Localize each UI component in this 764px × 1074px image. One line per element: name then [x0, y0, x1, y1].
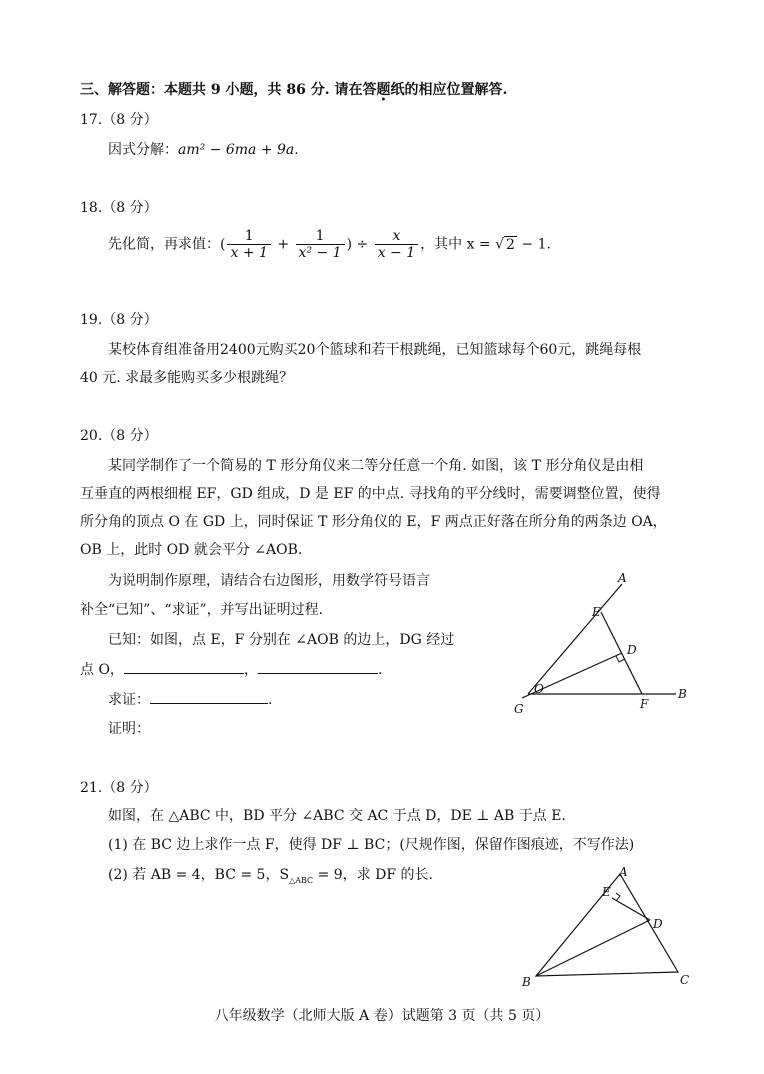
- q20-proof-label: 证明：: [108, 721, 150, 737]
- section-title-after: 的相应位置解答.: [404, 82, 508, 98]
- label-d: D: [627, 643, 637, 657]
- q21-l3-pre: (2) 若 AB = 4，BC = 5，S: [108, 867, 290, 883]
- q21-line-3: [108, 865, 433, 885]
- q19-line-1: 某校体育组准备用2400元购买20个篮球和若干根跳绳，已知篮球每个60元，跳绳每根: [108, 342, 642, 358]
- q18-plus: +: [277, 236, 290, 253]
- q18-f1-numerator: 1: [227, 228, 270, 245]
- label-c: C: [680, 973, 690, 987]
- q20-prove-end: .: [268, 692, 273, 708]
- q21-line-1: 如图，在 △ABC 中，BD 平分 ∠ABC 交 AC 于点 D，DE ⊥ AB 于点 E.: [108, 808, 566, 824]
- q20-p2-line-1: 为说明制作原理，请结合右边图形，用数学符号语言: [108, 573, 430, 589]
- q18-divide: ) ÷: [346, 236, 369, 253]
- q21-line-2: (1) 在 BC 边上求作一点 F，使得 DF ⊥ BC；(尺规作图，保留作图痕迹，不写作法): [108, 837, 635, 853]
- q20-number: 20.（8 分）: [80, 428, 158, 444]
- segment-de: [612, 898, 650, 920]
- q20-known-prefix: 点 O，: [80, 662, 124, 678]
- q21-l3-post: = 9，求 DF 的长.: [313, 867, 433, 883]
- label-a: A: [619, 865, 628, 879]
- q17-expression: am² − 6ma + 9a.: [178, 142, 299, 158]
- label-g: G: [514, 702, 524, 716]
- q20-p2-line-2: 补全“已知”、“求证”，并写出证明过程.: [80, 602, 324, 618]
- q20-figure: [500, 570, 700, 720]
- q18-fraction-2: [296, 228, 345, 261]
- q20-known-end: .: [377, 662, 383, 678]
- q19-number: 19.（8 分）: [80, 312, 158, 328]
- q18-f1-denominator: x + 1: [230, 245, 268, 261]
- q17-text: 因式分解：: [108, 142, 178, 158]
- label-d: D: [653, 917, 663, 931]
- q21-number: 21.（8 分）: [80, 780, 158, 796]
- q18-number: 18.（8 分）: [80, 200, 158, 216]
- section-title-emphasis: 答题纸: [362, 82, 405, 98]
- q18-f3-denominator: x − 1: [377, 245, 416, 261]
- ray-oa: [528, 584, 622, 694]
- q21-l3-sub: △ABC: [289, 875, 314, 885]
- q18-sqrt-value: 2: [506, 236, 515, 253]
- q18-f2-denominator: x² − 1: [298, 245, 342, 261]
- q18-fraction-1: [227, 228, 270, 261]
- q20-known-blank-1[interactable]: [124, 659, 244, 674]
- q18-f2-numerator: 1: [296, 228, 345, 245]
- q18-f3-numerator: x: [375, 228, 418, 245]
- label-a: A: [618, 571, 627, 585]
- q20-p1-line-3: 所分角的顶点 O 在 GD 上，同时保证 T 形分角仪的 E，F 两点正好落在所分角的两条边 OA，: [80, 514, 667, 530]
- q17-number: 17.（8 分）: [80, 112, 158, 128]
- q20-known-line-1: 已知：如图，点 E，F 分别在 ∠AOB 的边上，DG 经过: [108, 632, 455, 648]
- q20-prove-line: [108, 689, 272, 710]
- label-f: F: [640, 697, 649, 711]
- q18-fraction-3: [375, 228, 418, 261]
- right-angle-mark-e: [616, 893, 620, 901]
- section-title: [80, 80, 507, 100]
- q20-known-line-2: [80, 659, 382, 680]
- label-e: E: [602, 885, 611, 899]
- q17-body: [108, 140, 299, 160]
- sqrt-icon: √: [495, 236, 505, 253]
- label-e: E: [592, 605, 601, 619]
- q20-known-blank-2[interactable]: [258, 659, 378, 674]
- label-o: O: [534, 682, 544, 696]
- q20-p1-line-2: 互垂直的两根细棍 EF，GD 组成，D 是 EF 的中点. 寻找角的平分线时，需要调整位置，使得: [80, 486, 661, 502]
- page-footer: 八年级数学（北师大版 A 卷）试题第 3 页（共 5 页）: [214, 1008, 550, 1024]
- q20-prove-label: 求证：: [108, 692, 150, 708]
- q20-prove-blank[interactable]: [150, 689, 268, 704]
- label-b: B: [522, 975, 531, 989]
- label-b: B: [678, 687, 687, 701]
- q20-p1-line-1: 某同学制作了一个简易的 T 形分角仪来二等分任意一个角. 如图，该 T 形分角仪是由相: [108, 458, 644, 474]
- q18-lead: 先化简，再求值：(: [108, 236, 226, 253]
- q19-line-2: 40 元. 求最多能购买多少根跳绳？: [80, 370, 294, 386]
- segment-bd: [536, 920, 650, 976]
- q21-figure: [510, 862, 700, 992]
- q20-p1-line-4: OB 上，此时 OD 就会平分 ∠AOB.: [80, 542, 303, 558]
- q18-tail-post: − 1.: [516, 236, 551, 253]
- q18-body: [108, 228, 551, 261]
- section-title-before: 三、解答题：本题共 9 小题，共 86 分. 请在: [80, 82, 363, 98]
- q20-known-sep: ，: [243, 662, 258, 678]
- q18-tail-pre: ，其中 x =: [420, 236, 496, 253]
